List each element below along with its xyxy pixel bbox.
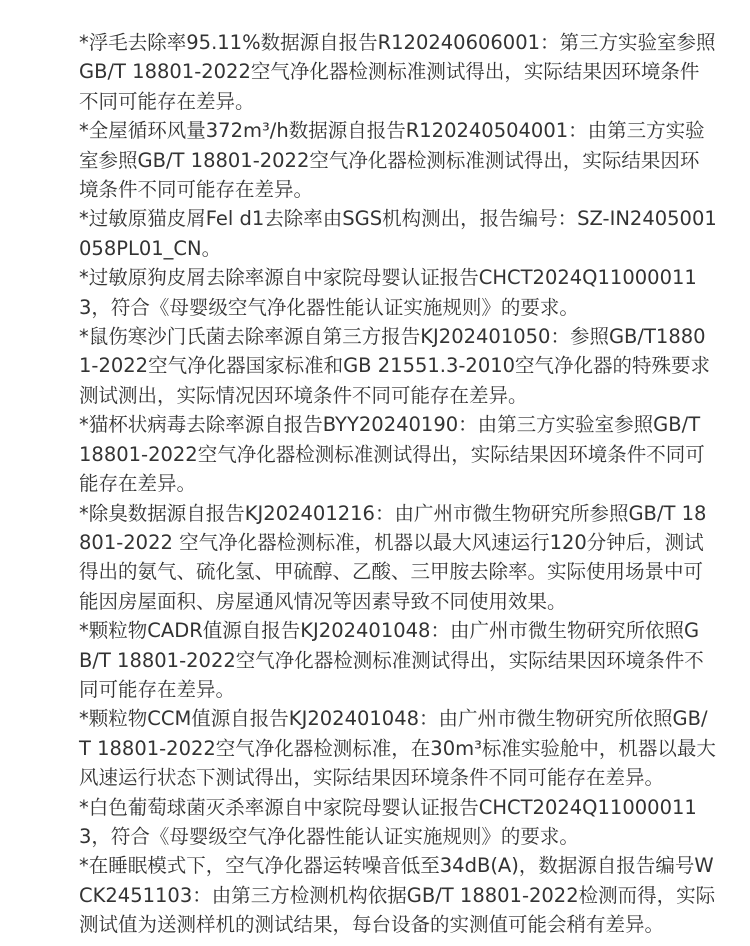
- disclaimer-notes: [79, 28, 717, 940]
- note-staphylococcus: *白色葡萄球菌灭杀率源自中家院母婴认证报告CHCT2024Q110000113，符合《母婴级空气净化器性能认证实施规则》的要求。: [79, 795, 697, 848]
- note-particle-ccm: *颗粒物CCM值源自报告KJ202401048：由广州市微生物研究所依照GB/T 18801-2022空气净化器检测标准，在30m³标准实验舱中，机器以最大风速运行状态下测试得出，实际结果因环境条件不同可能存在差异。: [79, 707, 716, 790]
- note-sleep-noise: *在睡眠模式下，空气净化器运转噪音低至34dB(A)，数据源自报告编号WCK2451103：由第三方检测机构依据GB/T 18801-2022检测而得，实际测试值为送测样机的测试结果，每台设备的实测值可能会稍有差异。: [79, 854, 716, 937]
- note-particle-cadr: *颗粒物CADR值源自报告KJ202401048：由广州市微生物研究所依照GB/T 18801-2022空气净化器检测标准测试得出，实际结果因环境条件不同可能存在差异。: [79, 619, 704, 701]
- note-feline-calicivirus: *猫杯状病毒去除率源自报告BYY20240190：由第三方实验室参照GB/T 18801-2022空气净化器检测标准测试得出，实际结果因环境条件不同可能存在差异。: [79, 413, 705, 496]
- note-hair-removal: *浮毛去除率95.11%数据源自报告R120240606001：第三方实验室参照GB/T 18801-2022空气净化器检测标准测试得出，实际结果因环境条件不同可能存在差异。: [79, 31, 716, 113]
- note-deodorization: *除臭数据源自报告KJ202401216：由广州市微生物研究所参照GB/T 18801-2022 空气净化器检测标准，机器以最大风速运行120分钟后，测试得出的氨气、硫化氢、甲硫醇、乙酸、三甲胺去除率。实际使用场景中可能因房屋面积、房屋通风情况等因素导致不同使用效果。: [79, 501, 707, 613]
- note-cat-allergen: *过敏原猫皮屑Fel d1去除率由SGS机构测出，报告编号：SZ-IN2405001058PL01_CN。: [79, 207, 717, 260]
- note-dog-allergen: *过敏原狗皮屑去除率源自中家院母婴认证报告CHCT2024Q110000113，符合《母婴级空气净化器性能认证实施规则》的要求。: [79, 266, 697, 319]
- note-salmonella: *鼠伤寒沙门氏菌去除率源自第三方报告KJ202401050：参照GB/T18801-2022空气净化器国家标准和GB 21551.3-2010空气净化器的特殊要求测试测出，实际情况因环境条件不同可能存在差异。: [79, 325, 711, 407]
- note-air-circulation: *全屋循环风量372m³/h数据源自报告R120240504001：由第三方实验室参照GB/T 18801-2022空气净化器检测标准测试得出，实际结果因环境条件不同可能存在差异。: [79, 119, 705, 202]
